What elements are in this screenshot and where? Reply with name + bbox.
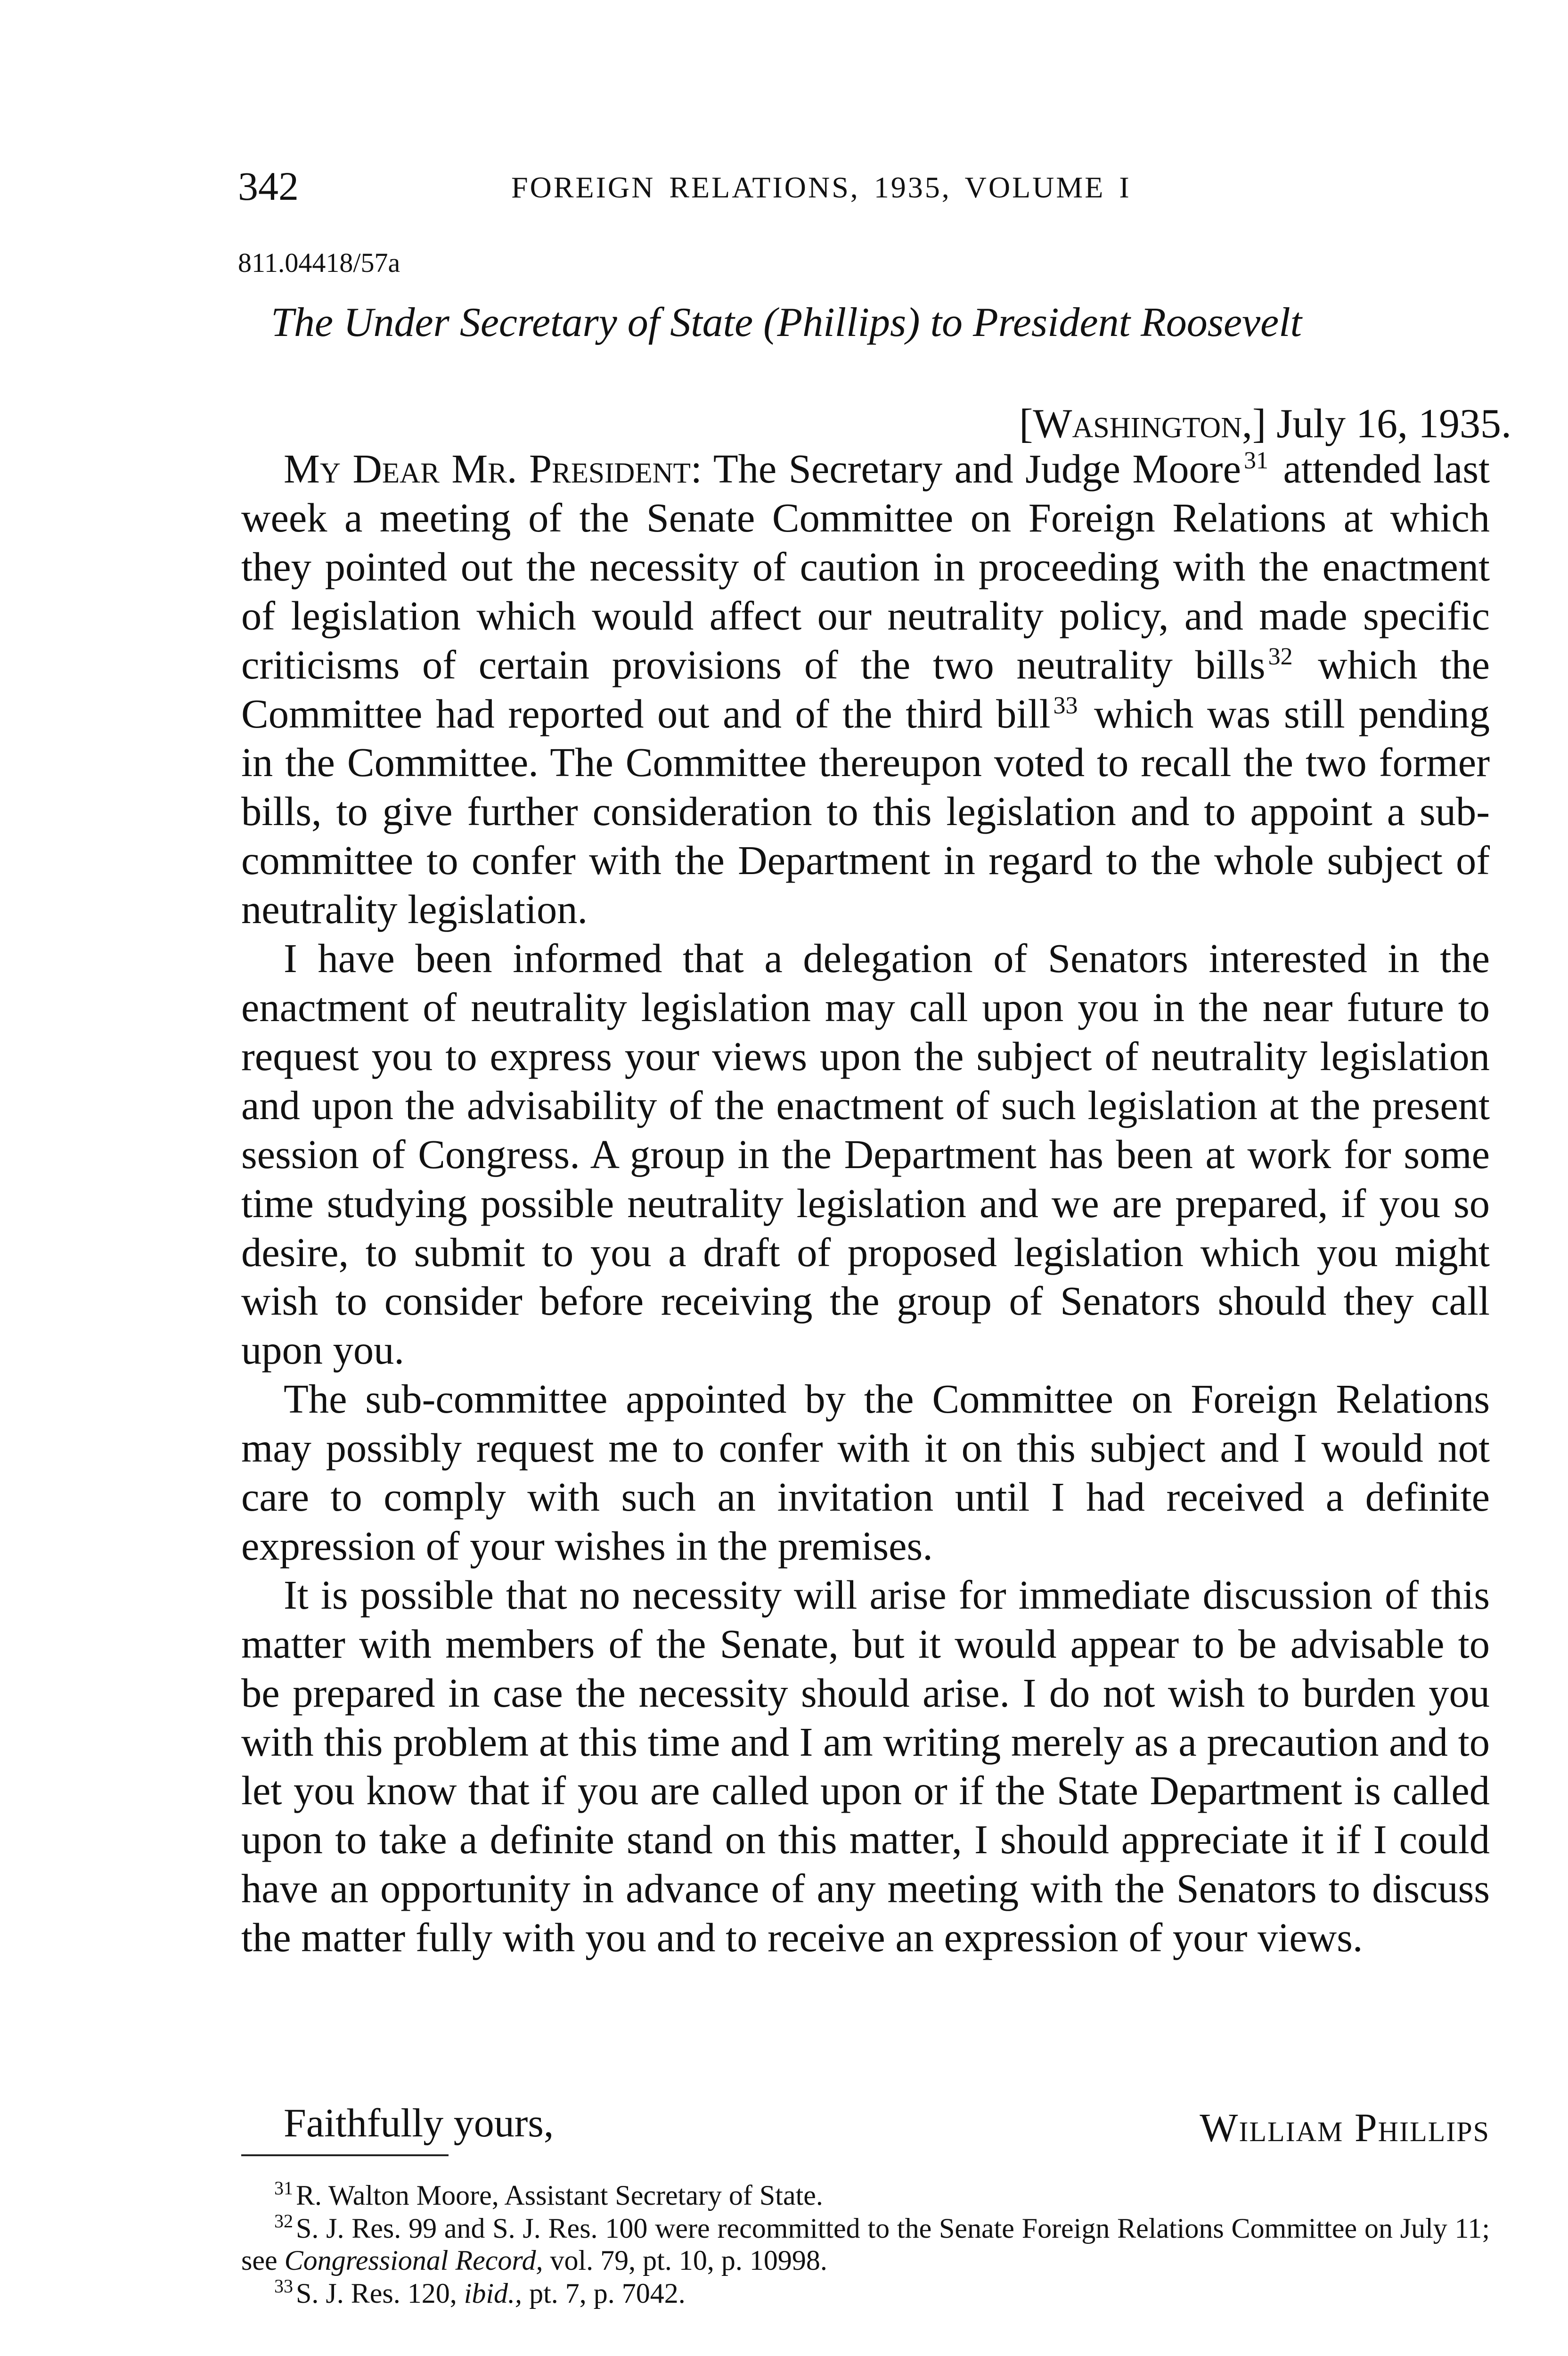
footnote-mark: 32	[274, 2210, 293, 2232]
running-header	[238, 160, 1501, 212]
signature-block	[241, 2097, 1490, 2153]
paragraph-4: It is possible that no necessity will arise for immediate discussion of this matter with members of the Senate, but it would appear to be advisable to be prepared in case the necessity should arise. I do not wish to burden you with this problem at this time and I am writing merely as a precaution and to let you know that if you are called upon or if the State Department is called upon to take a definite stand on this matter, I should appreciate it if I could have an opportunity in advance of any meeting with the Senators to discuss the matter fully with you and to receive an expression of your views.	[241, 1572, 1490, 1961]
paragraph-1	[241, 445, 1490, 934]
signer-name: William Phillips	[1200, 2105, 1490, 2150]
paragraph-1-text-c: which the Committee had reported out and of the third bill	[241, 642, 1490, 736]
document-title: The Under Secretary of State (Phillips) to President Roosevelt	[271, 300, 1302, 345]
footnote-ref-32: 32	[1268, 643, 1293, 670]
closing: Faithfully yours,	[284, 2100, 554, 2145]
footnote-citation-title: Congressional Record,	[284, 2245, 543, 2276]
letter-body	[241, 445, 1490, 1963]
running-title: FOREIGN RELATIONS, 1935, VOLUME I	[511, 171, 1131, 204]
page-number: 342	[238, 164, 299, 209]
dateline	[1019, 396, 1511, 452]
paragraph-2: I have been informed that a delegation of Senators interested in the enactment of neutrality legislation may call upon you in the near future to request you to express your views upon the subject of neutrality legislation and upon the advisability of the enactment of such legislation at the present session of Congress. A group in the Department has been at work for some time studying possible neutrality legislation and we are prepared, if you so desire, to submit to you a draft of proposed legislation which you might wish to consider before receiving the group of Senators should they call upon you.	[241, 936, 1490, 1373]
footnote-mark: 31	[274, 2177, 293, 2199]
footnote-citation-title: ibid.,	[464, 2278, 523, 2309]
footnote-31	[241, 2179, 1490, 2211]
footnote-33	[241, 2277, 1490, 2309]
paragraph-1-text-b: attended last week a meeting of the Senate Committee on Foreign Relations at which they pointed out the necessity of caution in proceeding with the enactment of legislation which would affect our neutrality policy, and made specific criticisms of certain provisions of the two neutrality bills	[241, 446, 1490, 687]
footnote-text: S. J. Res. 99 and S. J. Res. 100 were recommitted to the Senate Foreign Relations Committee on July 11; see	[241, 2213, 1490, 2276]
footnote-text: vol. 79, pt. 10, p. 10998.	[550, 2245, 827, 2276]
paragraph-1-text-a: The Secretary and Judge Moore	[713, 446, 1241, 491]
paragraph-1-text-d: which was still pending in the Committee. The Committee thereupon voted to recall the two former bills, to give further consideration to this legislation and to appoint a sub-committee to confer with the Department in regard to the whole subject of neutrality legislation.	[241, 691, 1490, 933]
file-number: 811.04418/57a	[238, 247, 400, 278]
salutation: My Dear Mr. President:	[284, 446, 702, 491]
footnote-mark: 33	[274, 2275, 293, 2297]
footnote-text: S. J. Res. 120,	[296, 2278, 457, 2309]
footnote-text: R. Walton Moore, Assistant Secretary of State.	[296, 2180, 823, 2211]
footnote-text: pt. 7, p. 7042.	[529, 2278, 686, 2309]
footnote-ref-33: 33	[1053, 692, 1078, 719]
dateline-place: [Washington,]	[1019, 401, 1266, 447]
dateline-date: July 16, 1935.	[1276, 401, 1511, 447]
footnote-rule	[241, 2154, 449, 2156]
footnote-ref-31: 31	[1244, 447, 1268, 474]
footnotes	[241, 2179, 1490, 2310]
paragraph-3: The sub-committee appointed by the Committee on Foreign Relations may possibly request me to confer with it on this subject and I would not care to comply with such an invitation until I had received a definite expression of your wishes in the premises.	[241, 1376, 1490, 1569]
footnote-32	[241, 2212, 1490, 2276]
